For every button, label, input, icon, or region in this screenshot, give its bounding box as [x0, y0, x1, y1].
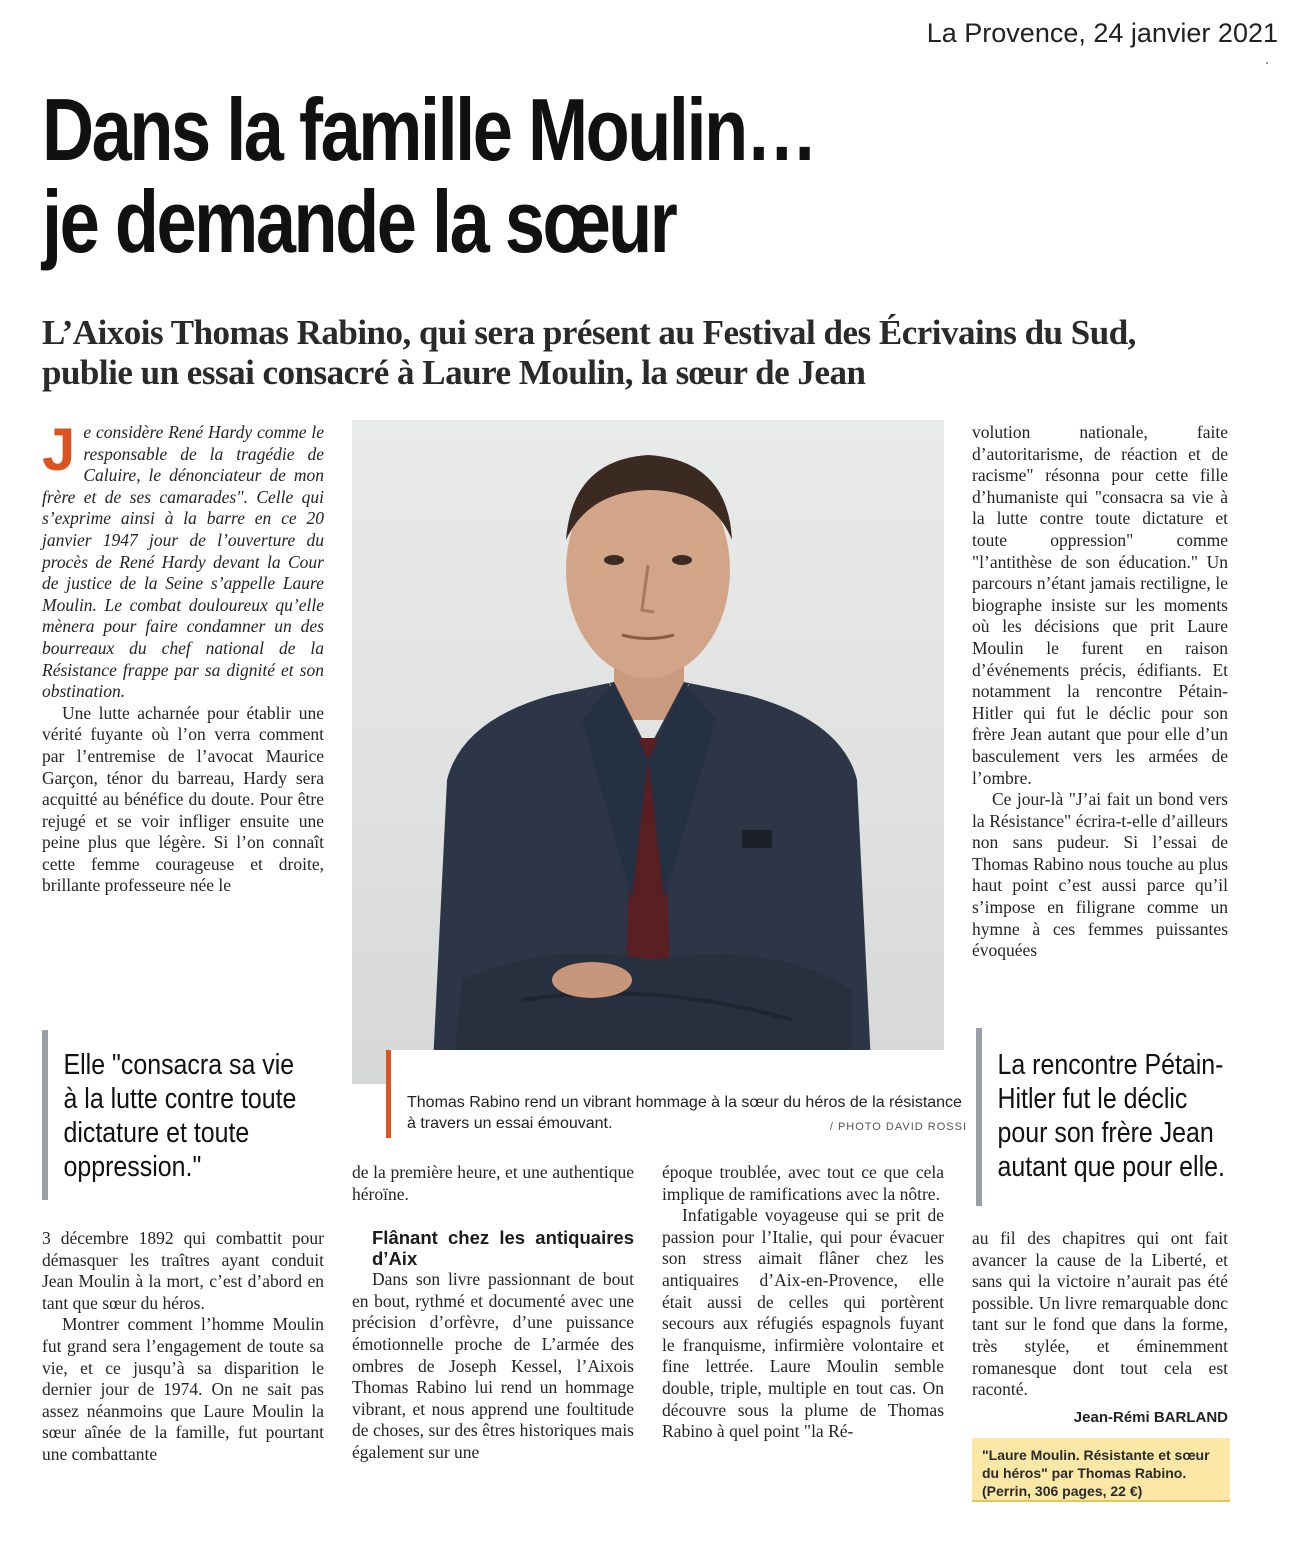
column-4-bottom: [972, 1228, 1228, 1401]
book-info-text: "Laure Moulin. Résistante et sœur du héros" par Thomas Rabino. (Perrin, 306 pages, 22 €): [982, 1447, 1210, 1499]
article-paragraph: volution nationale, faite d’autoritarisme, de réaction et de racisme" résonna pour cette fille d’humaniste qui "consacra sa vie à la lutte contre toute dictature et toute oppression" comme "l’antithèse de son éducation." Un parcours n’étant jamais rectiligne, le biographe insiste sur les moments où les décisions que prit Laure Moulin le furent en raison d’événements précis, édifiants. Et notamment la rencontre Pétain-Hitler qui fut le déclic pour son frère Jean autant que pour elle d’un basculement vers les armées de l’ombre.: [972, 422, 1228, 788]
caption-text: Thomas Rabino rend un vibrant hommage à la sœur du héros de la résistance à travers un essai émouvant.: [407, 1094, 962, 1132]
article-paragraph: époque troublée, avec tout ce que cela implique de ramifications avec la nôtre.: [662, 1162, 944, 1204]
article-paragraph: de la première heure, et une authentique héroïne.: [352, 1162, 634, 1204]
article-paragraph: Une lutte acharnée pour établir une vérité fuyante où l’on verra comment par l’entremise de l’avocat Maurice Garçon, ténor du barreau, Hardy sera acquitté au bénéfice du doute. Pour être rejugé et se voir infliger ensuite une peine plus que légère. Si l’on connaît cette femme courageuse et droite, brillante professeure née le: [42, 702, 324, 896]
pull-quote-right: [976, 1028, 1234, 1206]
source-line: La Provence, 24 janvier 2021: [926, 18, 1278, 48]
corner-mark: [1266, 62, 1268, 64]
article-paragraph: Infatigable voyageuse qui se prit de passion pour l’Italie, qui pour évacuer son stress aimait flâner chez les antiquaires d’Aix-en-Provence, elle était aussi de celles qui portèrent secours aux réfugiés espagnols fuyant le franquisme, infirmière volontaire et fine lettrée. Laure Moulin semble double, triple, multiple en tout cas. On découvre sous la plume de Thomas Rabino à quel point "la Ré-: [662, 1205, 944, 1442]
headline-line-1: Dans la famille Moulin…: [42, 80, 816, 179]
portrait-photo: [352, 420, 944, 1084]
headline: [42, 80, 1042, 271]
headline-line-2: je demande la sœur: [42, 172, 676, 271]
article-paragraph: au fil des chapitres qui ont fait avancer la cause de la Liberté, et sans qui la victoire n’aurait pas été possible. Un livre remarquable donc tant sur le fond que dans la forme, très stylée, et éminemment romanesque dont tout cela est raconté.: [972, 1228, 1228, 1400]
article-paragraph: Montrer comment l’homme Moulin fut grand sera l’engagement de toute sa vie, et ce jusqu’à sa disparition le dernier jour de 1974. On ne sait pas assez néanmoins que Laure Moulin la sœur aînée de la famille, fut pourtant une combattante: [42, 1314, 324, 1464]
column-4-top: [972, 422, 1228, 962]
standfirst-line-2: publie un essai consacré à Laure Moulin, la sœur de Jean: [42, 353, 866, 392]
author-signature: Jean-Rémi BARLAND: [1073, 1409, 1228, 1426]
standfirst-line-1: L’Aixois Thomas Rabino, qui sera présent au Festival des Écrivains du Sud,: [42, 313, 1136, 352]
article-paragraph: [42, 416, 324, 703]
article-paragraph: 3 décembre 1892 qui combattit pour démasquer les traîtres ayant conduit Jean Moulin à la mort, c’est d’abord en tant que sœur du héros.: [42, 1228, 324, 1313]
dropcap: J: [42, 416, 76, 483]
column-3: [662, 1162, 944, 1443]
article-paragraph: Dans son livre passionnant de bout en bout, rythmé et documenté avec une précision d’orfèvre, d’une puissance émotionnelle proche de L’armée des ombres de Joseph Kessel, l’Aixois Thomas Rabino lui rend un hommage vibrant, et nous apprend une foultitude de choses, sur des êtres historiques mais également sur une: [352, 1269, 634, 1462]
article-paragraph: Ce jour-là "J’ai fait un bond vers la Résistance" écrira-t-elle d’ailleurs non sans pudeur. Si l’essai de Thomas Rabino nous touche au plus haut point c’est aussi parce qu’il s’impose en filigrane comme un hymne à ces femmes puissantes évoquées: [972, 789, 1228, 961]
photo-caption: [386, 1050, 967, 1138]
pull-quote-left: [42, 1030, 313, 1200]
column-1-bottom: [42, 1228, 324, 1466]
pull-quote-text: Elle "consacra sa vie à la lutte contre toute dictature et toute oppression.": [63, 1049, 297, 1183]
photo-credit: / PHOTO DAVID ROSSI: [829, 1121, 967, 1133]
paragraph-text: e considère René Hardy comme le responsable de la tragédie de Caluire, le dénonciateur de mon frère et de ses camarades". Celle qui s’exprime ainsi à la barre en ce 20 janvier 1947 jour de l’ouverture du procès de René Hardy devant la Cour de justice de la Seine s’appelle Laure Moulin. Le combat douloureux qu’elle mènera pour faire condamner un des bourreaux du chef national de la Résistance frappe par sa dignité et son obstination.: [42, 422, 324, 702]
column-2: [352, 1162, 634, 1464]
pull-quote-text: La rencontre Pétain-Hitler fut le déclic pour son frère Jean autant que pour elle.: [997, 1049, 1225, 1183]
book-info-box: [972, 1438, 1230, 1502]
portrait-illustration: [352, 420, 944, 1084]
subheading: Flânant chez les antiquaires d’Aix: [372, 1227, 634, 1270]
column-1-top: [42, 416, 324, 897]
standfirst: [42, 313, 1272, 393]
